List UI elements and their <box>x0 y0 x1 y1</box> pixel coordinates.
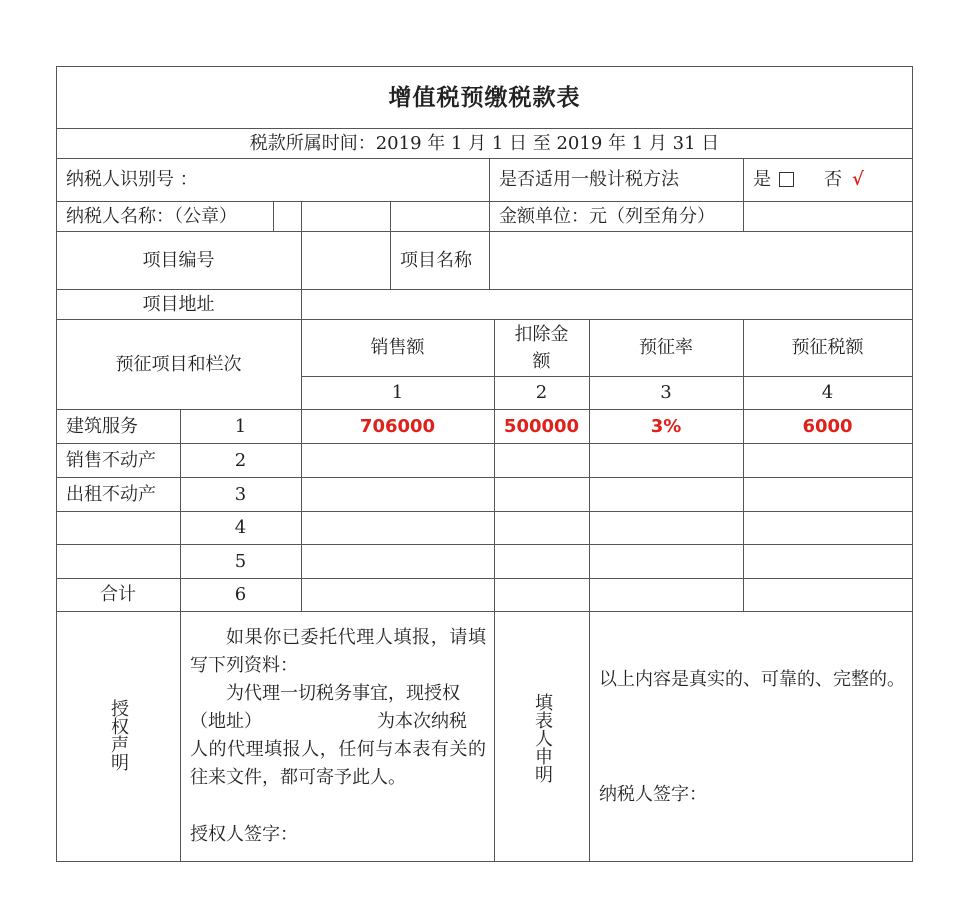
rate-value: 3% <box>650 415 682 437</box>
auth-sign-text: 授权人签字： <box>190 824 298 845</box>
declare-label <box>524 680 560 795</box>
general-method-label: 是否适用一般计税方法 <box>499 169 679 190</box>
item-header: 预征项目和栏次 <box>115 353 242 375</box>
row-number: 1 <box>234 415 247 437</box>
amount-unit-label: 金额单位：元（列至角分） <box>499 205 715 227</box>
declare-text <box>599 666 905 694</box>
tax-period: 税款所属时间：2019 年 1 月 1 日 至 2019 年 1 月 31 日 <box>249 132 720 154</box>
total-label: 合计 <box>100 584 136 605</box>
col-header-sales: 销售额 <box>370 337 425 358</box>
col-number: 2 <box>535 382 548 403</box>
sales-value: 706000 <box>359 415 436 437</box>
declare-text-p1: 以上内容是真实的、可靠的、完整的。 <box>599 669 905 690</box>
row-name: 销售不动产 <box>66 449 156 471</box>
auth-sign <box>190 821 486 849</box>
project-address-label: 项目地址 <box>142 293 215 315</box>
declare-label-text: 填表人申明 <box>532 692 553 783</box>
row-number: 3 <box>234 483 247 505</box>
rule <box>56 611 913 612</box>
auth-label-text: 授权声明 <box>108 699 129 771</box>
yes-checkbox[interactable] <box>779 172 794 187</box>
auth-text: 为代理一切税务事宜，现授权 <box>226 683 460 704</box>
deduction-value: 500000 <box>503 415 580 437</box>
taxpayer-name-label: 纳税人名称：（公章） <box>66 205 237 227</box>
no-check-mark[interactable]: √ <box>852 169 864 190</box>
col-number: 4 <box>821 382 834 403</box>
auth-text-p1 <box>190 624 486 680</box>
general-method-choice <box>743 158 912 201</box>
tax-value: 6000 <box>802 415 853 437</box>
rule <box>273 201 274 232</box>
rule <box>56 861 913 862</box>
declare-sign-text: 纳税人签字： <box>599 784 707 805</box>
form-title: 增值税预缴税款表 <box>388 83 581 111</box>
auth-text-p2a <box>190 680 486 708</box>
auth-label <box>100 690 136 780</box>
project-name-label: 项目名称 <box>400 249 472 271</box>
declare-sign <box>599 781 905 809</box>
row-number: 2 <box>234 449 247 471</box>
auth-text: 为本次纳税 <box>377 711 467 732</box>
col-number: 3 <box>660 382 672 403</box>
row-number: 6 <box>234 584 247 605</box>
col-header-tax: 预征税额 <box>791 337 864 358</box>
taxpayer-id-label: 纳税人识别号 ： <box>66 169 198 190</box>
row-name: 出租不动产 <box>66 483 156 505</box>
row-name <box>56 511 180 544</box>
auth-text: 人的代理填报人，任何与本表有关的往来文件，都可寄予此人。 <box>190 739 486 788</box>
col-header-rate: 预征率 <box>639 337 693 358</box>
yes-label: 是 <box>753 169 771 190</box>
auth-text: 如果你已委托代理人填报，请填写下列资料： <box>190 627 486 676</box>
no-label: 否 <box>824 169 842 190</box>
project-number-label: 项目编号 <box>142 249 215 271</box>
auth-text-p2b <box>190 708 486 736</box>
row-name: 建筑服务 <box>66 415 138 437</box>
row-name <box>56 544 180 578</box>
row-number: 4 <box>234 517 247 538</box>
row-number: 5 <box>234 550 247 572</box>
rule <box>912 66 913 862</box>
auth-text-p2d <box>190 736 486 792</box>
col-number: 1 <box>391 382 404 403</box>
auth-text: （地址） <box>190 711 262 732</box>
col-header-deduction: 扣除金额 <box>514 323 569 372</box>
